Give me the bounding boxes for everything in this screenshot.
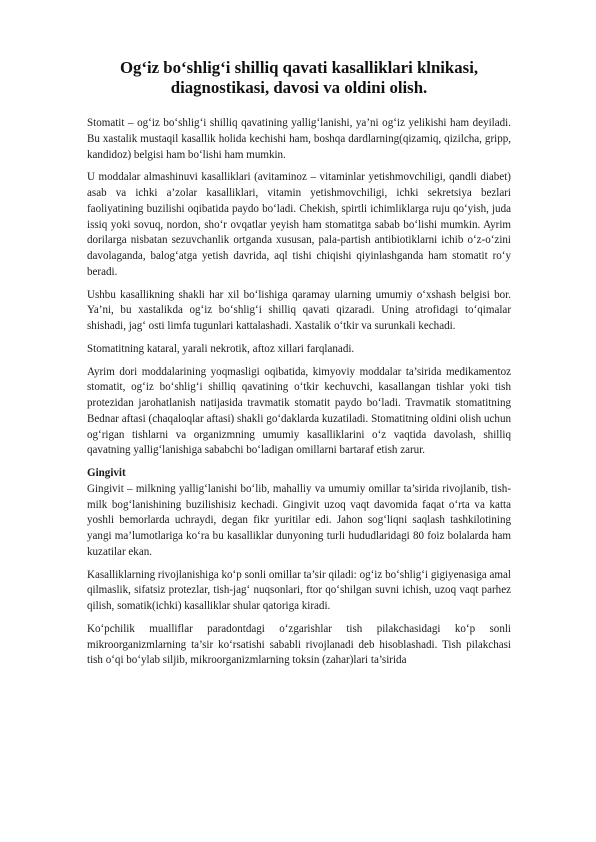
title-line-1: Og‘iz bo‘shlig‘i shilliq qavati kasalliklari klnikasi,	[119, 58, 479, 77]
paragraph-gingivit-definition: Gingivit – milkning yallig‘lanishi bo‘lib, mahalliy va umumiy omillar ta’sirida rivojlanib, tish-milk bog‘lanishining buzilishisiz kechadi. Gingivit uzoq vaqt davomida faqat o‘rta va katta yoshli bemorlarda uchraydi, degan fikr yuritilar edi. Jahon sog‘liqni saqlash tashkilotining yangi ma’lumotlariga ko‘ra bu kasalliklar dunyoning turli hududlaridagi 80 foiz bolalarda ham kuzatilar ekan.	[87, 482, 511, 558]
paragraph-stomatit-types: Stomatitning kataral, yarali nekrotik, aftoz xillari farqlanadi.	[87, 342, 355, 355]
title-line-2: diagnostikasi, davosi va oldini olish.	[170, 78, 428, 97]
paragraph-stomatit-definition: Stomatit – og‘iz bo‘shlig‘i shilliq qavatining yallig‘lanishi, ya’ni og‘iz yelikishi ham deyiladi. Bu xastalik mustaqil kasallik holida kechishi ham, boshqa dardlarning(qizamiq, qizilcha, gripp, kandidoz) belgisi ham bo‘lishi ham mumkin.	[87, 117, 511, 161]
paragraph-stomatit-symptoms: Ushbu kasallikning shakli har xil bo‘lishiga qaramay ularning umumiy o‘xshash belgisi bor. Ya’ni, bu xastalikda og‘iz bo‘shlig‘i shilliq qavati qizaradi. Uning atrofidagi to‘qimalar shishadi, jag‘ osti limfa tugunlari kattalashadi. Xastalik o‘tkir va surunkali kechadi.	[87, 288, 511, 332]
paragraph-stomatit-causes: U moddalar almashinuvi kasalliklari (avitaminoz – vitaminlar yetishmovchiligi, qandli diabet) asab va ichki a’zolar kasalliklari, vitamin yetishmovchiligi, ichki sekretsiya bezlari faoliyatining buzilishi oqibatida paydo bo‘ladi. Chekish, spirtli ichimliklarga ruju qo‘yish, juda issiq yoki sovuq, nordon, sho‘r ovqatlar yeyish ham stomatitga sabab bo‘lishi mumkin. Ayrim dorilarga nisbatan sezuvchanlik ortganda xususan, pala-partish antibiotiklarni ichib o‘z-o‘zini davolaganda, balog‘atga yetish davrida, aql tishi chiqishi qiyinlashganda ham stomatit ro‘y beradi.	[87, 171, 511, 278]
section-heading-gingivit: Gingivit	[87, 467, 126, 479]
paragraph-gingivit-factors: Kasalliklarning rivojlanishiga ko‘p sonli omillar ta’sir qiladi: og‘iz bo‘shlig‘i gigiyenasiga amal qilmaslik, sifatsiz protezlar, tish-jag‘ nuqsonlari, ftor qo‘shilgan suvni ichish, uzoq vaqt parhez qilish, somatik(ichki) kasalliklar shular qatoriga kiradi.	[87, 568, 511, 612]
paragraph-gingivit-microorganisms: Ko‘pchilik mualliflar paradontdagi o‘zgarishlar tish pilakchasidagi ko‘p sonli mikroorganizmlarning ta’sir ko‘rsatishi sababli rivojlanadi deb hisoblashadi. Tish pilakchasi tish o‘qi bo‘ylab siljib, mikroorganizmlarning toksin (zahar)lari ta’sirida	[87, 622, 511, 667]
paragraph-stomatit-prevention: Ayrim dori moddalarining yoqmasligi oqibatida, kimyoviy moddalar ta’sirida medikamentoz stomatit, og‘iz bo‘shlig‘i shilliq qavatining o‘tkir kechuvchi, kasallangan tishlar yoki tish protezidan jarohatlanish natijasida travmatik stomatit paydo bo‘ladi. Travmatik stomatitning Bednar aftasi (chaqaloqlar aftasi) shakli go‘daklarda kuzatiladi. Stomatitning oldini olish uchun og‘rigan tishlarni va organizmning umumiy kasalliklarini o‘z vaqtida davolash, shilliq qavatning yallig‘lanishiga sababchi bo‘ladigan omillarni bartaraf etish zarur.	[87, 365, 511, 457]
document-body	[87, 58, 511, 676]
document-title	[87, 58, 511, 98]
